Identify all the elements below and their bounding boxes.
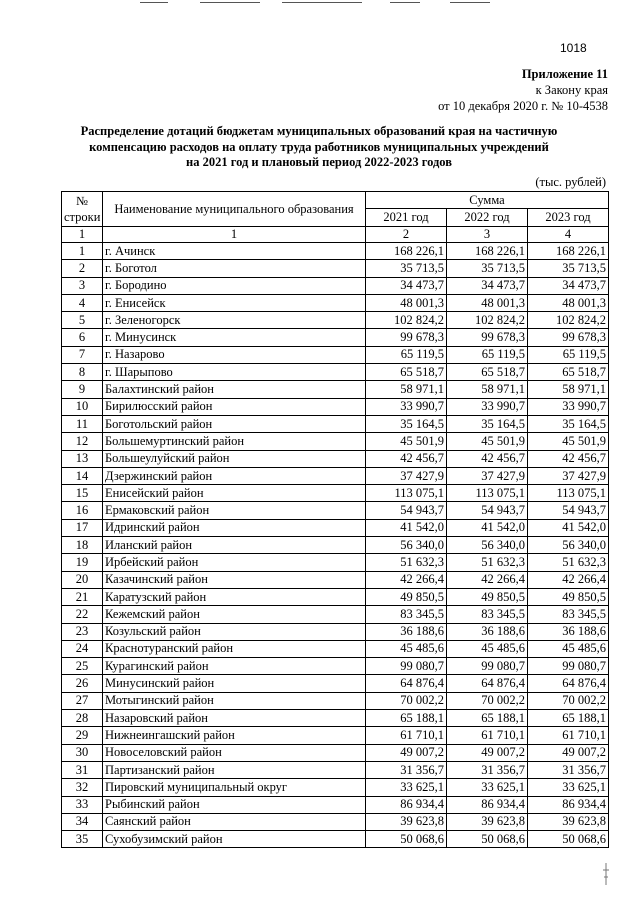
municipality-name: Рыбинский район	[103, 796, 366, 813]
municipality-name: Партизанский район	[103, 761, 366, 778]
amount-2022: 102 824,2	[447, 312, 528, 329]
amount-2023: 65 188,1	[528, 710, 609, 727]
municipality-name: г. Назарово	[103, 346, 366, 363]
amount-2023: 70 002,2	[528, 692, 609, 709]
amount-2021: 65 188,1	[366, 710, 447, 727]
table-row	[62, 710, 609, 727]
row-number: 2	[62, 260, 103, 277]
row-number: 5	[62, 312, 103, 329]
amount-2023: 35 713,5	[528, 260, 609, 277]
table-row	[62, 381, 609, 398]
amount-2023: 168 226,1	[528, 243, 609, 260]
amount-2021: 33 990,7	[366, 398, 447, 415]
amount-2022: 36 188,6	[447, 623, 528, 640]
row-number: 4	[62, 294, 103, 311]
table-row	[62, 329, 609, 346]
amount-2021: 39 623,8	[366, 813, 447, 830]
table-row	[62, 243, 609, 260]
amount-2023: 99 080,7	[528, 658, 609, 675]
amount-2021: 50 068,6	[366, 831, 447, 848]
table-row	[62, 364, 609, 381]
municipality-name: Дзержинский район	[103, 467, 366, 484]
amount-2023: 50 068,6	[528, 831, 609, 848]
table-row	[62, 727, 609, 744]
amount-2023: 33 990,7	[528, 398, 609, 415]
amount-2021: 99 678,3	[366, 329, 447, 346]
row-number: 21	[62, 588, 103, 605]
table-row	[62, 813, 609, 830]
municipality-name: Кежемский район	[103, 606, 366, 623]
year-header: 2022 год	[447, 209, 528, 227]
municipality-name: Казачинский район	[103, 571, 366, 588]
title-line: Распределение дотаций бюджетам муниципальных образований края на частичную	[80, 124, 558, 138]
amount-2023: 61 710,1	[528, 727, 609, 744]
table-row	[62, 433, 609, 450]
row-number: 8	[62, 364, 103, 381]
col-number-header-line1: №	[76, 194, 88, 208]
amount-2022: 48 001,3	[447, 294, 528, 311]
row-number: 29	[62, 727, 103, 744]
table-row	[62, 744, 609, 761]
amount-2022: 56 340,0	[447, 537, 528, 554]
municipality-name: Сухобузимский район	[103, 831, 366, 848]
row-number: 11	[62, 415, 103, 432]
row-number: 10	[62, 398, 103, 415]
municipality-name: Мотыгинский район	[103, 692, 366, 709]
amount-2021: 48 001,3	[366, 294, 447, 311]
amount-2023: 56 340,0	[528, 537, 609, 554]
col-number-header-line2: строки	[64, 210, 101, 224]
municipality-name: Боготольский район	[103, 415, 366, 432]
amount-2023: 54 943,7	[528, 502, 609, 519]
municipality-name: Саянский район	[103, 813, 366, 830]
row-number: 26	[62, 675, 103, 692]
table-row	[62, 346, 609, 363]
amount-2021: 83 345,5	[366, 606, 447, 623]
table-row	[62, 779, 609, 796]
table-row	[62, 588, 609, 605]
table-row	[62, 831, 609, 848]
amount-2021: 45 485,6	[366, 640, 447, 657]
to-law-label: к Закону края	[535, 83, 608, 97]
row-number: 34	[62, 813, 103, 830]
amount-2021: 61 710,1	[366, 727, 447, 744]
column-index-row	[62, 227, 609, 243]
amount-2021: 168 226,1	[366, 243, 447, 260]
municipality-name: г. Зеленогорск	[103, 312, 366, 329]
row-number: 1	[62, 243, 103, 260]
units-label: (тыс. рублей)	[535, 175, 606, 189]
amount-2022: 61 710,1	[447, 727, 528, 744]
amount-2022: 64 876,4	[447, 675, 528, 692]
amount-2021: 113 075,1	[366, 485, 447, 502]
table-row	[62, 485, 609, 502]
municipality-name: Идринский район	[103, 519, 366, 536]
subsidy-table	[61, 191, 609, 848]
municipality-name: г. Ачинск	[103, 243, 366, 260]
amount-2022: 83 345,5	[447, 606, 528, 623]
table-row	[62, 294, 609, 311]
amount-2021: 58 971,1	[366, 381, 447, 398]
table-row	[62, 623, 609, 640]
municipality-name: Козульский район	[103, 623, 366, 640]
row-number: 13	[62, 450, 103, 467]
amount-2021: 35 713,5	[366, 260, 447, 277]
amount-2023: 36 188,6	[528, 623, 609, 640]
row-number: 12	[62, 433, 103, 450]
amount-2022: 39 623,8	[447, 813, 528, 830]
municipality-name: Каратузский район	[103, 588, 366, 605]
amount-2022: 35 164,5	[447, 415, 528, 432]
column-index: 2	[366, 227, 447, 243]
amount-2023: 49 850,5	[528, 588, 609, 605]
amount-2022: 54 943,7	[447, 502, 528, 519]
amount-2022: 99 080,7	[447, 658, 528, 675]
row-number: 3	[62, 277, 103, 294]
table-row	[62, 519, 609, 536]
municipality-name: Краснотуранский район	[103, 640, 366, 657]
amount-2023: 42 456,7	[528, 450, 609, 467]
amount-2022: 113 075,1	[447, 485, 528, 502]
row-number: 30	[62, 744, 103, 761]
amount-2023: 33 625,1	[528, 779, 609, 796]
column-index: 4	[528, 227, 609, 243]
law-date-line: от 10 декабря 2020 г. № 10-4538	[438, 99, 608, 113]
row-number: 24	[62, 640, 103, 657]
table-row	[62, 640, 609, 657]
table-row	[62, 796, 609, 813]
amount-2022: 70 002,2	[447, 692, 528, 709]
amount-2023: 83 345,5	[528, 606, 609, 623]
amount-2022: 65 119,5	[447, 346, 528, 363]
amount-2021: 102 824,2	[366, 312, 447, 329]
scan-top-edge	[0, 0, 638, 6]
amount-2022: 99 678,3	[447, 329, 528, 346]
amount-2022: 31 356,7	[447, 761, 528, 778]
amount-2022: 65 518,7	[447, 364, 528, 381]
amount-2021: 54 943,7	[366, 502, 447, 519]
document-title	[60, 124, 578, 171]
amount-2022: 49 007,2	[447, 744, 528, 761]
amount-2021: 65 119,5	[366, 346, 447, 363]
row-number: 32	[62, 779, 103, 796]
municipality-name: Бирилюсский район	[103, 398, 366, 415]
amount-2023: 39 623,8	[528, 813, 609, 830]
amount-2021: 42 456,7	[366, 450, 447, 467]
col-sum-header: Сумма	[366, 192, 609, 209]
amount-2022: 33 990,7	[447, 398, 528, 415]
amount-2022: 86 934,4	[447, 796, 528, 813]
amount-2022: 41 542,0	[447, 519, 528, 536]
table-row	[62, 692, 609, 709]
amount-2023: 102 824,2	[528, 312, 609, 329]
row-number: 33	[62, 796, 103, 813]
amount-2023: 86 934,4	[528, 796, 609, 813]
amount-2023: 64 876,4	[528, 675, 609, 692]
amount-2021: 65 518,7	[366, 364, 447, 381]
municipality-name: Енисейский район	[103, 485, 366, 502]
col-number-header	[62, 192, 103, 227]
municipality-name: Нижнеингашский район	[103, 727, 366, 744]
table-row	[62, 450, 609, 467]
amount-2022: 33 625,1	[447, 779, 528, 796]
table-row	[62, 277, 609, 294]
amount-2023: 113 075,1	[528, 485, 609, 502]
column-index: 3	[447, 227, 528, 243]
row-number: 15	[62, 485, 103, 502]
row-number: 23	[62, 623, 103, 640]
amount-2023: 65 119,5	[528, 346, 609, 363]
municipality-name: г. Шарыпово	[103, 364, 366, 381]
amount-2021: 36 188,6	[366, 623, 447, 640]
municipality-name: г. Бородино	[103, 277, 366, 294]
row-number: 25	[62, 658, 103, 675]
col-name-header: Наименование муниципального образования	[103, 192, 366, 227]
municipality-name: Большемуртинский район	[103, 433, 366, 450]
amount-2023: 35 164,5	[528, 415, 609, 432]
municipality-name: Курагинский район	[103, 658, 366, 675]
municipality-name: Иланский район	[103, 537, 366, 554]
table-row	[62, 537, 609, 554]
table-row	[62, 398, 609, 415]
amount-2023: 58 971,1	[528, 381, 609, 398]
appendix-label: Приложение 11	[521, 67, 608, 81]
table-row	[62, 761, 609, 778]
amount-2023: 48 001,3	[528, 294, 609, 311]
title-line: на 2021 год и плановый период 2022-2023 годов	[186, 155, 452, 169]
municipality-name: Минусинский район	[103, 675, 366, 692]
amount-2023: 42 266,4	[528, 571, 609, 588]
row-number: 14	[62, 467, 103, 484]
amount-2022: 49 850,5	[447, 588, 528, 605]
amount-2023: 51 632,3	[528, 554, 609, 571]
amount-2021: 45 501,9	[366, 433, 447, 450]
amount-2021: 35 164,5	[366, 415, 447, 432]
amount-2021: 42 266,4	[366, 571, 447, 588]
row-number: 27	[62, 692, 103, 709]
amount-2021: 64 876,4	[366, 675, 447, 692]
amount-2022: 51 632,3	[447, 554, 528, 571]
row-number: 31	[62, 761, 103, 778]
column-index: 1	[103, 227, 366, 243]
table-row	[62, 467, 609, 484]
row-number: 7	[62, 346, 103, 363]
amount-2021: 99 080,7	[366, 658, 447, 675]
municipality-name: Балахтинский район	[103, 381, 366, 398]
table-row	[62, 554, 609, 571]
amount-2023: 45 501,9	[528, 433, 609, 450]
row-number: 17	[62, 519, 103, 536]
row-number: 28	[62, 710, 103, 727]
row-number: 22	[62, 606, 103, 623]
amount-2023: 49 007,2	[528, 744, 609, 761]
row-number: 18	[62, 537, 103, 554]
table-row	[62, 571, 609, 588]
table-row	[62, 415, 609, 432]
amount-2021: 51 632,3	[366, 554, 447, 571]
header-row	[62, 192, 609, 209]
amount-2022: 45 501,9	[447, 433, 528, 450]
year-header: 2023 год	[528, 209, 609, 227]
row-number: 20	[62, 571, 103, 588]
row-number: 19	[62, 554, 103, 571]
title-line: компенсацию расходов на оплату труда работников муниципальных учреждений	[89, 139, 549, 154]
municipality-name: г. Боготол	[103, 260, 366, 277]
amount-2021: 33 625,1	[366, 779, 447, 796]
amount-2023: 37 427,9	[528, 467, 609, 484]
row-number: 9	[62, 381, 103, 398]
table-row	[62, 312, 609, 329]
amount-2022: 35 713,5	[447, 260, 528, 277]
amount-2023: 31 356,7	[528, 761, 609, 778]
table-row	[62, 675, 609, 692]
amount-2022: 65 188,1	[447, 710, 528, 727]
municipality-name: Назаровский район	[103, 710, 366, 727]
amount-2021: 56 340,0	[366, 537, 447, 554]
row-number: 6	[62, 329, 103, 346]
amount-2022: 34 473,7	[447, 277, 528, 294]
amount-2021: 86 934,4	[366, 796, 447, 813]
municipality-name: Большеулуйский район	[103, 450, 366, 467]
table-row	[62, 260, 609, 277]
amount-2021: 49 007,2	[366, 744, 447, 761]
table-row	[62, 502, 609, 519]
amount-2022: 37 427,9	[447, 467, 528, 484]
table-row	[62, 658, 609, 675]
amount-2021: 49 850,5	[366, 588, 447, 605]
municipality-name: г. Минусинск	[103, 329, 366, 346]
amount-2021: 41 542,0	[366, 519, 447, 536]
scan-margin-mark	[601, 862, 611, 886]
municipality-name: Ирбейский район	[103, 554, 366, 571]
amount-2023: 34 473,7	[528, 277, 609, 294]
amount-2023: 99 678,3	[528, 329, 609, 346]
amount-2021: 37 427,9	[366, 467, 447, 484]
amount-2021: 34 473,7	[366, 277, 447, 294]
column-index: 1	[62, 227, 103, 243]
page-number: 1018	[560, 41, 587, 55]
amount-2021: 70 002,2	[366, 692, 447, 709]
table-row	[62, 606, 609, 623]
municipality-name: г. Енисейск	[103, 294, 366, 311]
amount-2023: 65 518,7	[528, 364, 609, 381]
amount-2023: 45 485,6	[528, 640, 609, 657]
amount-2022: 42 266,4	[447, 571, 528, 588]
municipality-name: Пировский муниципальный округ	[103, 779, 366, 796]
amount-2022: 45 485,6	[447, 640, 528, 657]
amount-2022: 58 971,1	[447, 381, 528, 398]
municipality-name: Ермаковский район	[103, 502, 366, 519]
row-number: 16	[62, 502, 103, 519]
amount-2022: 168 226,1	[447, 243, 528, 260]
amount-2021: 31 356,7	[366, 761, 447, 778]
row-number: 35	[62, 831, 103, 848]
municipality-name: Новоселовский район	[103, 744, 366, 761]
amount-2022: 42 456,7	[447, 450, 528, 467]
amount-2023: 41 542,0	[528, 519, 609, 536]
amount-2022: 50 068,6	[447, 831, 528, 848]
year-header: 2021 год	[366, 209, 447, 227]
